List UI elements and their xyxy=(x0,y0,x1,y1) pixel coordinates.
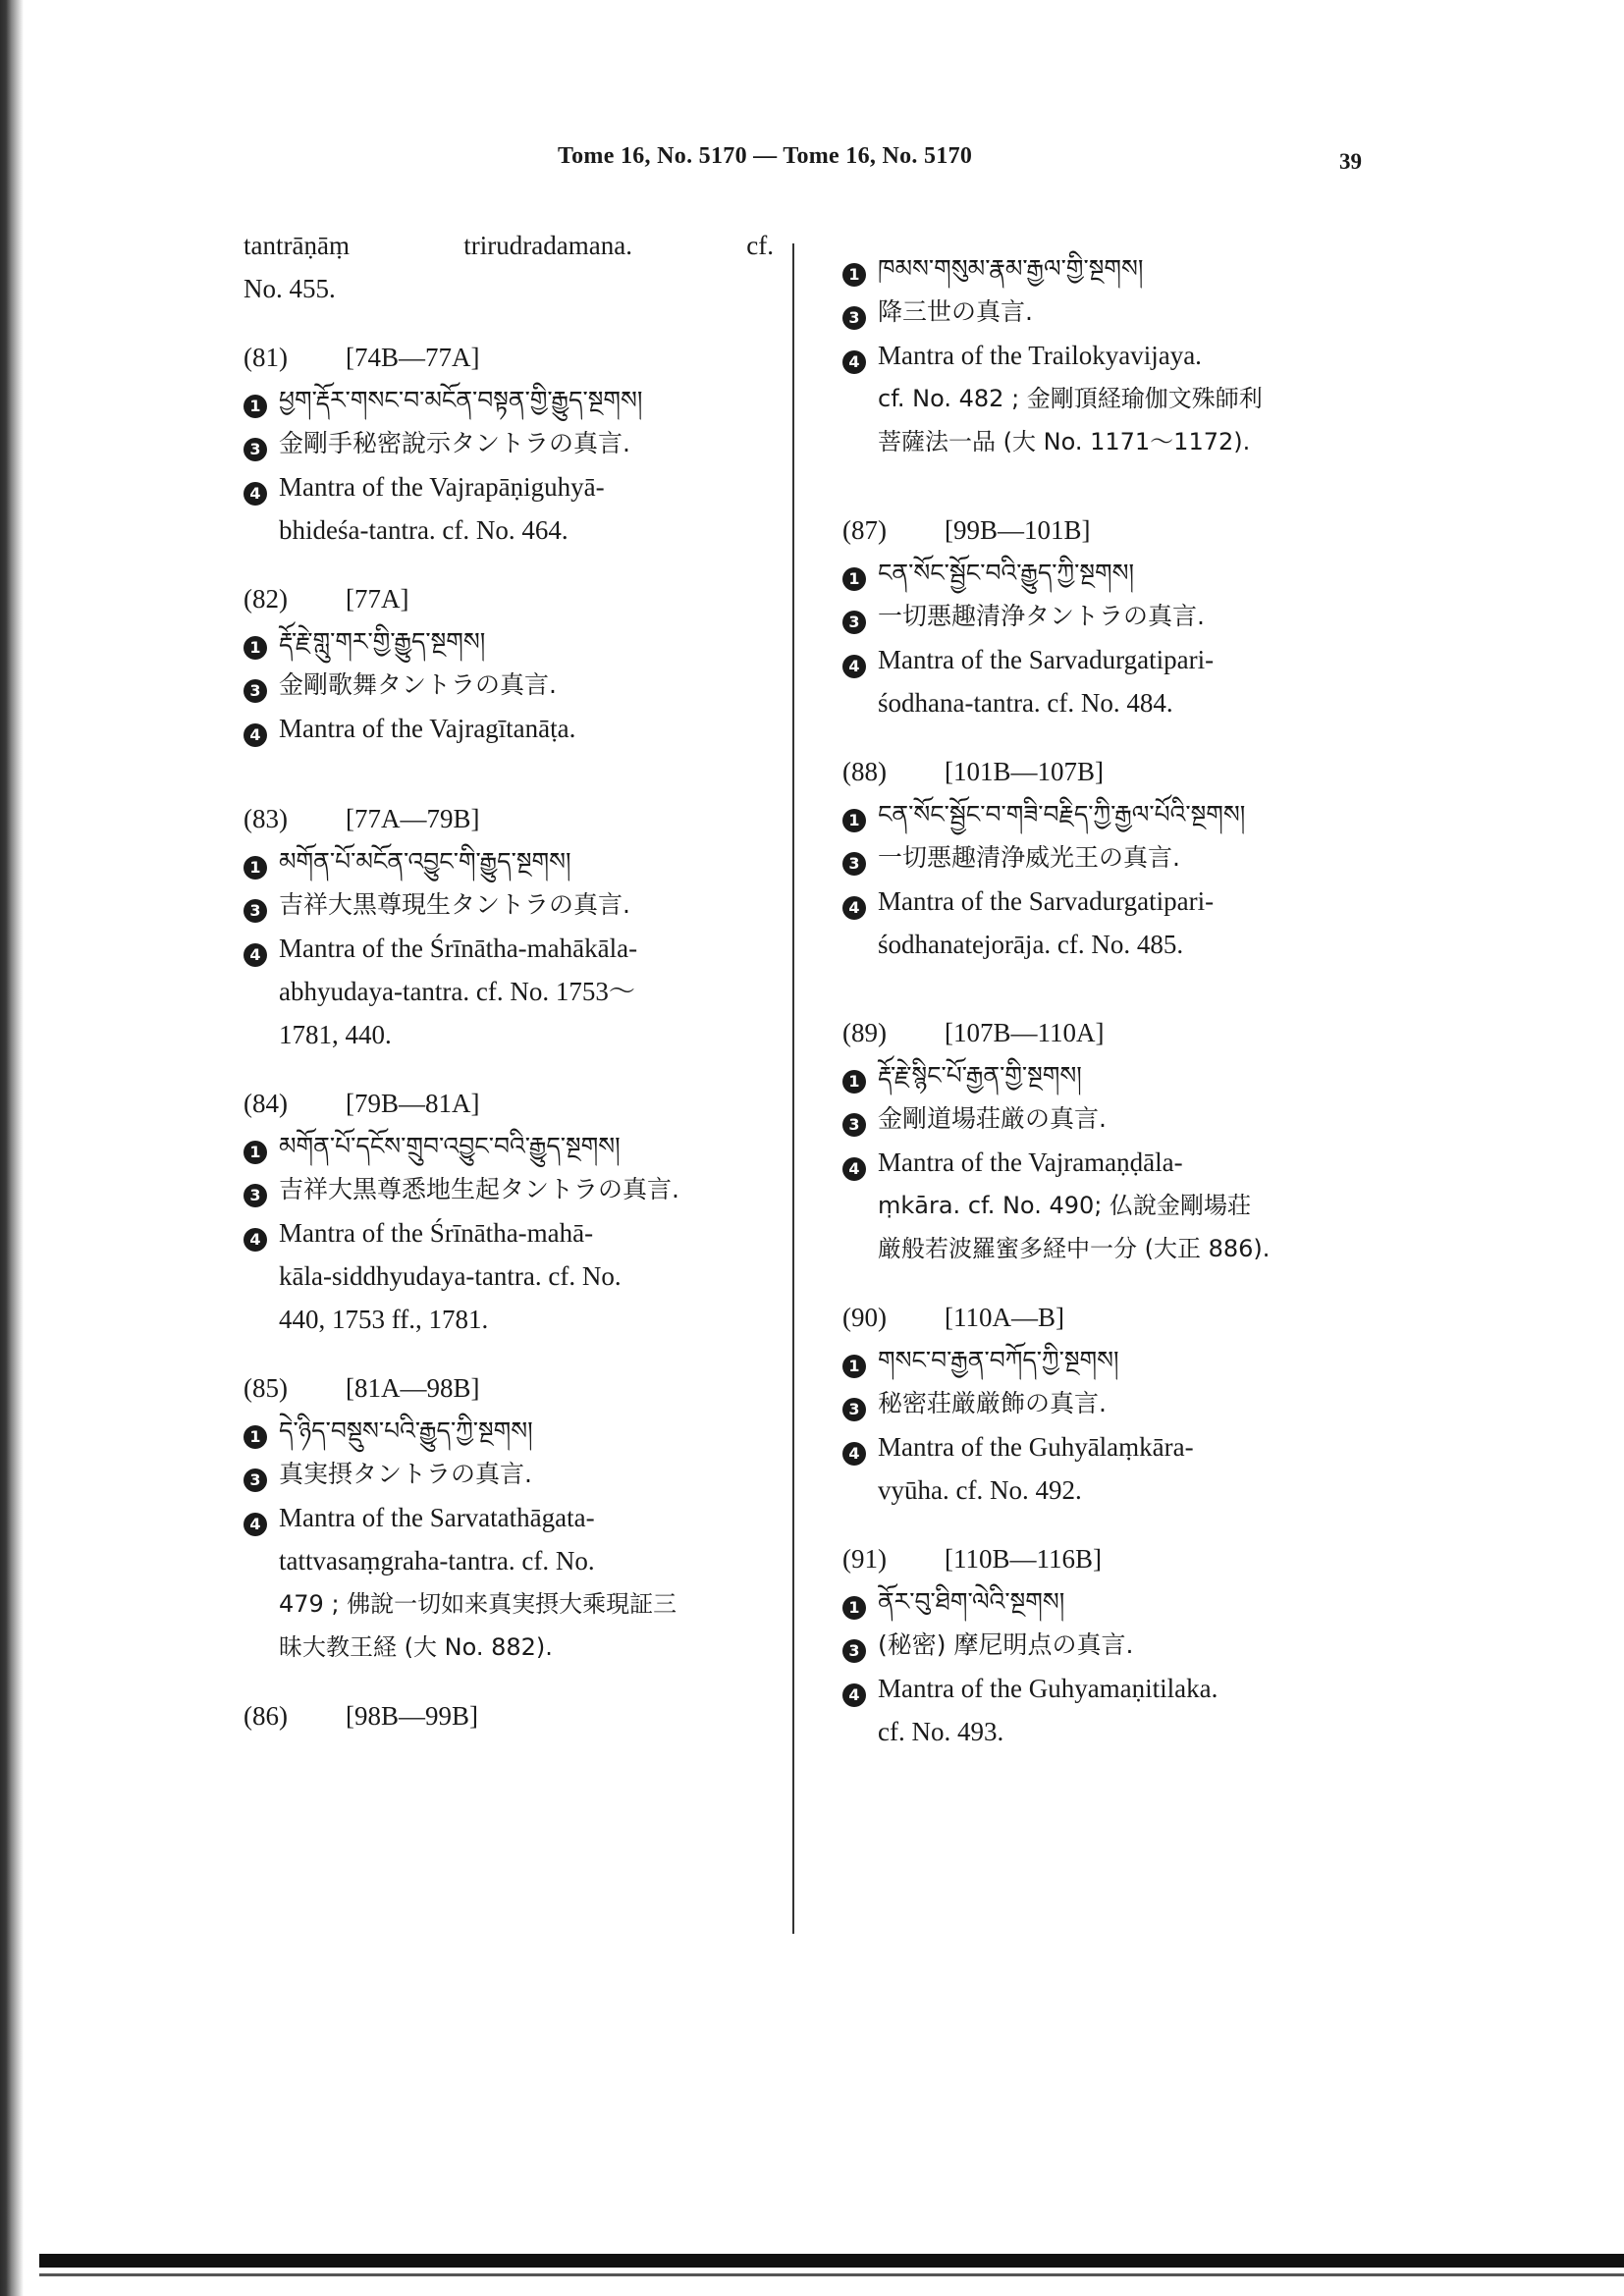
japanese-title: 吉祥大黒尊現生タントラの真言. xyxy=(279,890,630,919)
english-line: 厳般若波羅蜜多経中一分 (大正 886). xyxy=(878,1235,1271,1262)
circled-four-icon: 4 xyxy=(244,723,267,747)
tibetan-title-row xyxy=(244,840,774,883)
english-line: Mantra of the Sarvadurgatipari- xyxy=(878,886,1215,916)
tibetan-title: ཕྱག་རྡོར་གསང་བ་མངོན་བསྟན་གྱི་རྒྱུད་སྔགས། xyxy=(279,386,643,414)
english-line: bhideśa-tantra. cf. No. 464. xyxy=(279,515,568,545)
tibetan-title-row xyxy=(244,1125,774,1168)
english-line: vyūha. cf. No. 492. xyxy=(878,1475,1082,1505)
tibetan-title: ནོར་བུ་ཐིག་ལེའི་སྔགས། xyxy=(878,1587,1065,1616)
english-line: Mantra of the Vajragītanāṭa. xyxy=(279,714,576,743)
circled-one-icon: 1 xyxy=(842,1355,866,1378)
tibetan-title-row xyxy=(842,552,1392,595)
circled-one-icon: 1 xyxy=(244,636,267,660)
japanese-title-row xyxy=(842,595,1392,638)
english-line: cf. No. 493. xyxy=(878,1717,1004,1746)
circled-four-icon: 4 xyxy=(842,1157,866,1181)
circled-four-icon: 4 xyxy=(244,1513,267,1536)
entry-number: (90) xyxy=(842,1303,887,1332)
entry-heading xyxy=(244,336,774,379)
english-line: śodhana-tantra. cf. No. 484. xyxy=(878,688,1173,718)
tibetan-title: གསང་བ་རྒྱན་བཀོད་ཀྱི་སྔགས། xyxy=(878,1346,1119,1374)
english-line: Mantra of the Vajrapāṇiguhyā- xyxy=(279,472,605,502)
circled-three-icon: 3 xyxy=(244,1184,267,1207)
entry-number: (82) xyxy=(244,584,288,614)
entry-number: (91) xyxy=(842,1544,887,1574)
japanese-title: (秘密) 摩尼明点の真言. xyxy=(878,1630,1134,1659)
entry-heading xyxy=(842,508,1392,552)
english-line: 昧大教王経 (大 No. 882). xyxy=(279,1633,553,1661)
tibetan-title: རྡོ་རྗེ་གླུ་གར་གྱི་རྒྱུད་སྔགས། xyxy=(279,627,486,656)
circled-one-icon: 1 xyxy=(842,567,866,591)
tibetan-title: མགོན་པོ་མངོན་འབྱུང་གི་རྒྱུད་སྔགས། xyxy=(279,847,571,876)
entry-heading xyxy=(244,1366,774,1410)
tibetan-title-row xyxy=(842,1580,1392,1624)
tibetan-title: མགོན་པོ་དངོས་གྲུབ་འབྱུང་བའི་རྒྱུད་སྔགས། xyxy=(279,1132,621,1160)
tibetan-title: ངན་སོང་སྦྱོང་བའི་རྒྱུད་ཀྱི་སྔགས། xyxy=(878,559,1135,587)
entry-heading xyxy=(842,1537,1392,1580)
circled-one-icon: 1 xyxy=(244,856,267,880)
continuation-line: tantrāṇāṃ trirudradamana. cf. xyxy=(244,231,774,260)
english-line: Mantra of the Sarvatathāgata- xyxy=(279,1503,595,1532)
english-title xyxy=(279,465,605,552)
entry-number: (86) xyxy=(244,1701,288,1731)
scan-edge-shadow xyxy=(0,0,24,2296)
english-line: 479 ; 佛說一切如来真実摂大乘現証三 xyxy=(279,1590,677,1618)
tibetan-title-row xyxy=(842,1339,1392,1382)
circled-three-icon: 3 xyxy=(842,852,866,876)
japanese-title: 金剛手秘密說示タントラの真言. xyxy=(279,429,630,457)
circled-four-icon: 4 xyxy=(244,943,267,967)
running-head: Tome 16, No. 5170 — Tome 16, No. 5170 xyxy=(558,143,973,169)
circled-one-icon: 1 xyxy=(842,263,866,287)
japanese-title-row xyxy=(842,1382,1392,1425)
circled-one-icon: 1 xyxy=(842,1070,866,1094)
folio-range: [74B—77A] xyxy=(346,343,480,372)
english-line: Mantra of the Guhyālaṃkāra- xyxy=(878,1432,1194,1462)
tibetan-title: དེ་ཉིད་བསྡུས་པའི་རྒྱུད་ཀྱི་སྔགས། xyxy=(279,1416,533,1445)
english-title xyxy=(878,1667,1218,1753)
english-line: abhyudaya-tantra. cf. No. 1753～ xyxy=(279,977,635,1006)
scan-bottom-edge xyxy=(39,2254,1624,2268)
circled-three-icon: 3 xyxy=(244,1468,267,1492)
folio-range: [79B—81A] xyxy=(346,1089,480,1118)
circled-four-icon: 4 xyxy=(244,1228,267,1252)
english-title-row xyxy=(842,1667,1392,1753)
circled-three-icon: 3 xyxy=(842,1398,866,1421)
japanese-title: 金剛歌舞タントラの真言. xyxy=(279,670,557,699)
circled-three-icon: 3 xyxy=(244,679,267,703)
entry-heading xyxy=(842,1011,1392,1054)
japanese-title: 金剛道場荘厳の真言. xyxy=(878,1104,1107,1133)
english-title-row xyxy=(842,334,1392,463)
entry-number: (83) xyxy=(244,804,288,833)
english-title xyxy=(878,880,1214,966)
folio-range: [110A—B] xyxy=(945,1303,1064,1332)
english-line: Mantra of the Śrīnātha-mahā- xyxy=(279,1218,594,1248)
english-title-row xyxy=(842,1141,1392,1270)
japanese-title-row xyxy=(244,1168,774,1211)
circled-four-icon: 4 xyxy=(244,482,267,506)
english-line: Mantra of the Śrīnātha-mahākāla- xyxy=(279,934,638,963)
entry-number: (84) xyxy=(244,1089,288,1118)
english-title xyxy=(279,1496,677,1669)
entry-number: (81) xyxy=(244,343,288,372)
folio-range: [99B—101B] xyxy=(945,515,1091,545)
english-title-row xyxy=(842,880,1392,966)
english-line: 440, 1753 ff., 1781. xyxy=(279,1305,489,1334)
circled-three-icon: 3 xyxy=(244,899,267,923)
circled-three-icon: 3 xyxy=(842,306,866,330)
folio-range: [110B—116B] xyxy=(945,1544,1102,1574)
english-title xyxy=(878,1425,1194,1512)
english-line: śodhanatejorāja. cf. No. 485. xyxy=(878,930,1184,959)
japanese-title-row xyxy=(842,1097,1392,1141)
folio-range: [98B—99B] xyxy=(346,1701,478,1731)
entry-number: (88) xyxy=(842,757,887,786)
english-line: kāla-siddhyudaya-tantra. cf. No. xyxy=(279,1261,622,1291)
japanese-title-row xyxy=(244,664,774,707)
left-column xyxy=(244,224,774,1737)
japanese-title: 降三世の真言. xyxy=(878,297,1033,326)
english-title-row xyxy=(244,927,774,1056)
english-title-row xyxy=(842,638,1392,724)
circled-three-icon: 3 xyxy=(244,438,267,461)
folio-range: [101B—107B] xyxy=(945,757,1104,786)
entry-number: (89) xyxy=(842,1018,887,1047)
english-title xyxy=(279,707,575,750)
english-title xyxy=(279,1211,622,1341)
english-title-row xyxy=(244,1211,774,1341)
entry-heading xyxy=(244,797,774,840)
japanese-title-row xyxy=(842,1624,1392,1667)
entry-heading xyxy=(244,1694,774,1737)
folio-range: [77A—79B] xyxy=(346,804,480,833)
entry-heading xyxy=(842,1296,1392,1339)
japanese-title-row xyxy=(842,291,1392,334)
circled-three-icon: 3 xyxy=(842,1639,866,1663)
english-line: Mantra of the Guhyamaṇitilaka. xyxy=(878,1674,1218,1703)
tibetan-title-row xyxy=(842,247,1392,291)
circled-three-icon: 3 xyxy=(842,1113,866,1137)
circled-one-icon: 1 xyxy=(244,1425,267,1449)
continuation-line: No. 455. xyxy=(244,274,336,303)
english-line: cf. No. 482 ; 金剛頂経瑜伽文殊師利 xyxy=(878,385,1263,412)
japanese-title: 真実摂タントラの真言. xyxy=(279,1460,532,1488)
tibetan-title-row xyxy=(244,620,774,664)
english-title xyxy=(279,927,637,1056)
circled-one-icon: 1 xyxy=(244,395,267,418)
tibetan-title-row xyxy=(842,1054,1392,1097)
circled-four-icon: 4 xyxy=(842,655,866,678)
english-line: Mantra of the Trailokyavijaya. xyxy=(878,341,1202,370)
entry-heading xyxy=(244,1082,774,1125)
circled-four-icon: 4 xyxy=(842,350,866,374)
circled-four-icon: 4 xyxy=(842,1683,866,1707)
english-title-row xyxy=(244,465,774,552)
tibetan-title-row xyxy=(244,379,774,422)
japanese-title-row xyxy=(244,1453,774,1496)
japanese-title: 一切悪趣清浄タントラの真言. xyxy=(878,602,1205,630)
english-line: tattvasaṃgraha-tantra. cf. No. xyxy=(279,1546,595,1575)
tibetan-title: ཁམས་གསུམ་རྣམ་རྒྱལ་གྱི་སྔགས། xyxy=(878,254,1144,283)
japanese-title-row xyxy=(244,883,774,927)
japanese-title-row xyxy=(244,422,774,465)
tibetan-title: རྡོ་རྗེ་སྙིང་པོ་རྒྱན་གྱི་སྔགས། xyxy=(878,1061,1082,1090)
folio-range: [77A] xyxy=(346,584,409,614)
right-column xyxy=(842,247,1392,1753)
english-title-row xyxy=(244,707,774,750)
japanese-title-row xyxy=(842,836,1392,880)
circled-one-icon: 1 xyxy=(842,809,866,832)
entry-number: (85) xyxy=(244,1373,288,1403)
japanese-title: 秘密荘厳厳飾の真言. xyxy=(878,1389,1107,1417)
tibetan-title-row xyxy=(244,1410,774,1453)
column-divider xyxy=(792,243,794,1934)
tibetan-title: ངན་སོང་སྦྱོང་བ་གཟི་བརྗིད་ཀྱི་རྒྱལ་པོའི་སྔགས། xyxy=(878,800,1246,828)
english-line: ṃkāra. cf. No. 490; 仏說金剛場荘 xyxy=(878,1192,1251,1219)
folio-range: [81A—98B] xyxy=(346,1373,480,1403)
scan-bottom-edge-line xyxy=(39,2273,1624,2276)
circled-one-icon: 1 xyxy=(842,1596,866,1620)
circled-one-icon: 1 xyxy=(244,1141,267,1164)
japanese-title: 一切悪趣清浄威光王の真言. xyxy=(878,843,1180,872)
english-title xyxy=(878,1141,1270,1270)
english-title-row xyxy=(842,1425,1392,1512)
entry-heading xyxy=(244,577,774,620)
circled-three-icon: 3 xyxy=(842,611,866,634)
english-line: Mantra of the Sarvadurgatipari- xyxy=(878,645,1215,674)
english-title xyxy=(878,638,1214,724)
page-number: 39 xyxy=(1339,149,1362,174)
japanese-title: 吉祥大黒尊悉地生起タントラの真言. xyxy=(279,1175,679,1203)
entry-heading xyxy=(842,750,1392,793)
english-title xyxy=(878,334,1263,463)
english-title-row xyxy=(244,1496,774,1669)
folio-range: [107B—110A] xyxy=(945,1018,1105,1047)
circled-four-icon: 4 xyxy=(842,1442,866,1466)
english-line: 菩薩法一品 (大 No. 1171～1172). xyxy=(878,428,1251,455)
english-line: 1781, 440. xyxy=(279,1020,392,1049)
tibetan-title-row xyxy=(842,793,1392,836)
circled-four-icon: 4 xyxy=(842,896,866,920)
entry-number: (87) xyxy=(842,515,887,545)
english-line: Mantra of the Vajramaṇḍāla- xyxy=(878,1148,1183,1177)
